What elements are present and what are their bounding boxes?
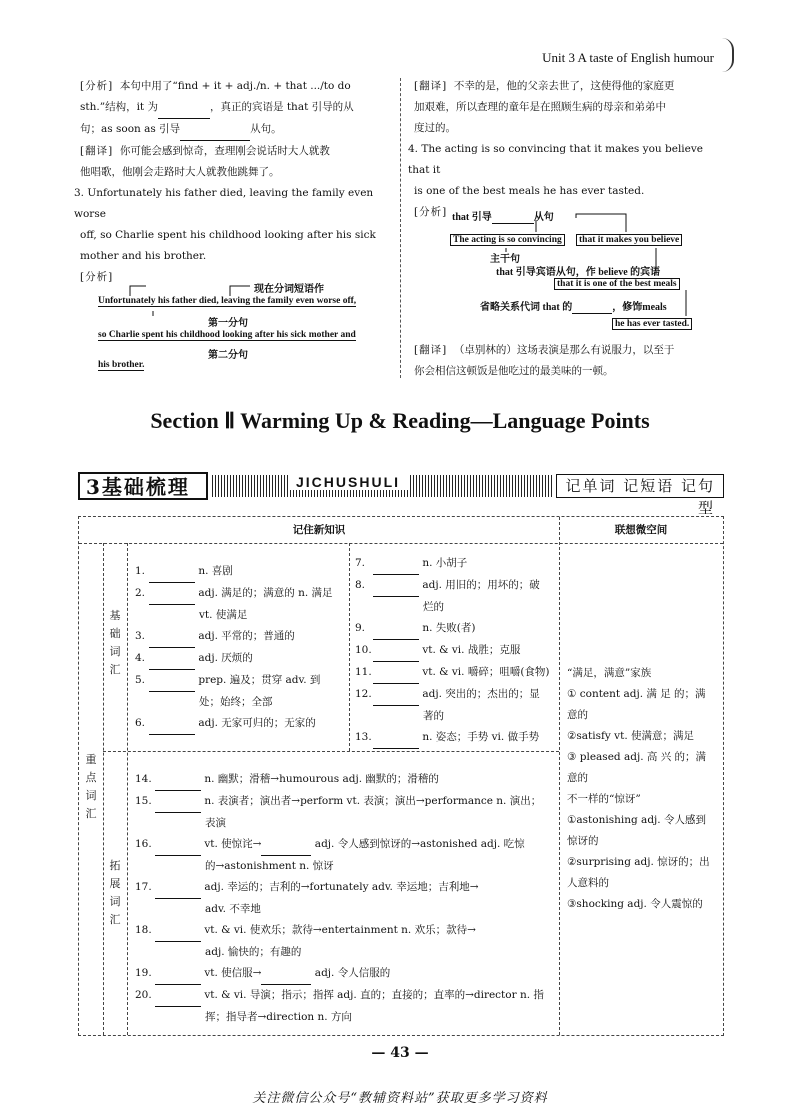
text-line: 不幸的是，他的父亲去世了，这使得他的家庭更 [453,80,675,92]
vocab-row [355,684,555,706]
item-number: 1. [135,565,146,577]
vocab-row [135,1007,555,1028]
vocab-row [135,605,349,626]
text-line: （卓别林的）这场表演是那么有说服力，以至于 [453,344,675,356]
question-3: 3. Unfortunately his father died, leaving the family even worse [74,187,374,220]
answer-blank[interactable] [155,877,201,899]
item-number: 3. [135,630,146,642]
item-text: n. 失败(者) [422,622,476,634]
association-line: 意的 [567,772,588,784]
association-line: 人意料的 [567,877,609,889]
item-text: n. 喜剧 [198,565,233,577]
text-line: 从句。 [250,123,282,135]
answer-blank[interactable] [373,618,419,640]
analysis-tag: [分析] [80,271,114,283]
header-right: 联想微空间 [614,524,668,536]
page-number: — 43 — [371,1045,429,1061]
diagram-label: 主干句 [490,254,520,265]
item-number: 9. [355,622,366,634]
item-number: 2. [135,587,146,599]
text-line: is one of the best meals he has ever tasted. [414,185,645,197]
association-notes [567,663,717,915]
item-text: adj. 幸运的；吉利的→fortunately adv. 幸运地；吉利地→ [204,881,479,893]
item-text: adj. 平常的；普通的 [198,630,295,642]
answer-blank[interactable] [572,302,612,314]
answer-blank[interactable] [373,662,419,684]
header-bracket [722,38,734,72]
table-divider [559,517,560,1035]
table-divider [103,751,559,752]
association-line: ③ pleased adj. 高 兴 的；满 [567,751,707,763]
diagram-sentence: so Charlie spent his childhood looking after his sick mother and [98,330,356,340]
left-diagram [98,278,388,374]
banner-motto: 记单词 记短语 记句型 [556,474,724,498]
text-line: ，真正的宾语是 that 引导的从 [210,101,354,113]
item-text: adj. 厌烦的 [198,652,253,664]
answer-blank[interactable] [149,648,195,670]
text-line: 度过的。 [414,122,456,134]
analysis-tag: [分析] [414,206,448,218]
item-number: 15. [135,795,152,807]
item-number: 5. [135,674,146,686]
answer-blank[interactable] [373,553,419,575]
item-text: vt. & vi. 嚼碎；咀嚼(食物) [422,666,550,678]
answer-blank[interactable] [155,920,201,942]
label-jichu: 基础词汇 [109,609,121,676]
item-text: adj. 无家可归的；无家的 [198,717,316,729]
association-line: “满足，满意”家族 [567,667,652,679]
vocab-row [355,597,555,618]
diagram-text: that 引导 [452,212,492,223]
diagram-box: he has ever tasted. [612,318,692,330]
association-line: 不一样的“惊讶” [567,793,641,805]
diagram-text: 从句 [533,212,554,223]
vocab-row [355,640,555,662]
vocab-row [135,834,555,856]
item-text: prep. 遍及；贯穿 adv. 到 [198,674,321,686]
item-number: 4. [135,652,146,664]
vocab-row [135,813,555,834]
answer-blank[interactable] [149,561,195,583]
association-line: ①astonishing adj. 令人感到 [567,814,706,826]
column-divider [400,78,401,378]
item-text: 著的 [423,710,444,722]
text-line: 他唱歌，他刚会走路时大人就教他跳舞了。 [80,166,280,178]
label-tuozhan: 拓展词汇 [109,859,121,926]
diagram-label: 第一分句 [208,318,248,329]
item-text: adj. 用旧的；用坏的；破 [422,579,540,591]
vocab-row [135,583,349,605]
answer-blank[interactable] [149,626,195,648]
text-line: mother and his brother. [80,250,207,262]
answer-blank[interactable] [149,583,195,605]
item-text: vt. & vi. 导演；指示；指挥 adj. 直的；直接的；直率的→director n. 指 [204,989,544,1001]
vocab-row [135,985,555,1007]
right-diagram [446,204,706,336]
item-text: adj. 愉快的；有趣的 [205,946,302,958]
text-line: 句；as soon as 引导 [80,123,181,135]
text-line: 本句中用了“find + it + adj./n. + that .../to do [119,80,351,92]
vocab-row [135,670,349,692]
item-text: 烂的 [423,601,444,613]
basic-vocab-left [135,561,349,735]
answer-blank[interactable] [492,212,534,224]
diagram-note [452,208,554,224]
item-text: n. 幽默；滑稽→humourous adj. 幽默的；滑稽的 [204,773,439,785]
vocab-row [135,626,349,648]
item-text: 的→astonishment n. 惊讶 [205,860,334,872]
item-text: vt. 使惊诧→ [204,838,262,850]
item-number: 16. [135,838,152,850]
vocab-row [135,791,555,813]
table-divider [79,543,723,544]
banner-number: 3基础梳理 [78,472,208,500]
vocab-row [355,727,555,749]
item-text: n. 姿态；手势 vi. 做手势 [422,731,540,743]
diagram-label: that 引导宾语从句，作 believe 的宾语 [496,267,661,278]
item-number: 20. [135,989,152,1001]
answer-blank[interactable] [261,963,311,985]
running-header: Unit 3 A taste of English humour [542,50,714,65]
item-text: adj. 突出的；杰出的；显 [422,688,540,700]
item-number: 7. [355,557,366,569]
item-number: 12. [355,688,372,700]
vocab-row [135,648,349,670]
label-zhongdian: 重点词汇 [85,753,97,820]
translation-tag: [翻译] [414,80,448,92]
vocab-row [355,553,555,575]
vocab-row [135,713,349,735]
vocab-row [135,769,555,791]
item-text: 表演 [205,817,226,829]
vocab-row [135,856,555,877]
item-text: n. 表演者；演出者→perform vt. 表演；演出→performance n. 演出； [204,795,542,807]
vocab-row [135,692,349,713]
vocab-table [78,516,724,1036]
answer-blank[interactable] [373,684,419,706]
question-4: 4. The acting is so convincing that it makes you believe that it [408,143,704,176]
item-text: vt. 使满足 [199,609,248,621]
answer-blank[interactable] [180,119,250,141]
diagram-note: 现在分词短语作 [254,284,324,295]
item-text: 挥；指导者→direction n. 方向 [205,1011,352,1023]
vocab-row [355,575,555,597]
item-text: adj. 令人感到惊讶的→astonished adj. 吃惊 [311,838,525,850]
section-banner [78,472,724,517]
section-title: Section Ⅱ Warming Up & Reading—Language Points [150,408,650,433]
translation-tag: [翻译] [80,145,114,157]
item-text: adj. 令人信服的 [311,967,391,979]
diagram-sentence: his brother. [98,360,145,370]
answer-blank[interactable] [373,575,419,597]
item-text: n. 小胡子 [422,557,468,569]
diagram-text: 省略关系代词 that 的 [480,302,573,313]
item-number: 8. [355,579,366,591]
diagram-text: ，修饰meals [612,302,667,313]
item-text: vt. 使信服→ [204,967,262,979]
vocab-row [135,899,555,920]
item-number: 19. [135,967,152,979]
vocab-row [135,942,555,963]
answer-blank[interactable] [149,670,195,692]
association-line: ②satisfy vt. 使满意；满足 [567,730,695,742]
vocab-row [135,963,555,985]
basic-vocab-right [355,553,555,749]
vocab-row [355,618,555,640]
item-number: 10. [355,644,372,656]
item-number: 11. [355,666,372,678]
vocab-row [355,662,555,684]
item-text: vt. & vi. 使欢乐；款待→entertainment n. 欢乐；款待→ [204,924,476,936]
right-column [408,76,726,223]
analysis-tag: [分析] [80,80,114,92]
answer-blank[interactable] [155,791,201,813]
footer-note: 关注微信公众号“教辅资料站”获取更多学习资料 [252,1091,548,1106]
association-line: 惊讶的 [567,835,599,847]
answer-blank[interactable] [373,640,419,662]
answer-blank[interactable] [155,834,201,856]
left-column [74,76,392,288]
association-line: ②surprising adj. 惊讶的；出 [567,856,710,868]
translation-tag: [翻译] [414,344,448,356]
answer-blank[interactable] [155,985,201,1007]
diagram-note [480,298,667,314]
answer-blank[interactable] [261,834,311,856]
item-number: 18. [135,924,152,936]
item-text: 处；始终；全部 [199,696,273,708]
table-divider [349,543,350,751]
answer-blank[interactable] [373,727,419,749]
diagram-label: 第二分句 [208,350,248,361]
diagram-box: that it makes you believe [576,234,682,246]
diagram-sentence: Unfortunately his father died, leaving the family even worse off, [98,296,357,306]
answer-blank[interactable] [149,713,195,735]
item-number: 6. [135,717,146,729]
answer-blank[interactable] [155,769,201,791]
diagram-box: The acting is so convincing [450,234,565,246]
text-line: sth.”结构，it 为 [80,101,158,113]
header-left: 记住新知识 [292,524,346,536]
text-line: 加艰难，所以查理的童年是在照顾生病的母亲和弟弟中 [414,101,666,113]
item-number: 14. [135,773,152,785]
vocab-row [135,561,349,583]
vocab-row [135,877,555,899]
banner-pinyin: JICHUSHULI [288,474,408,490]
association-line: ① content adj. 满 足 的；满 [567,688,706,700]
item-text: vt. & vi. 战胜；克服 [422,644,521,656]
text-line: 你可能会感到惊奇，查理刚会说话时大人就教 [119,145,330,157]
answer-blank[interactable] [155,963,201,985]
item-text: adv. 不幸地 [205,903,261,915]
text-line: off, so Charlie spent his childhood looking after his sick [80,229,376,241]
table-divider [103,543,104,1035]
association-line: ③shocking adj. 令人震惊的 [567,898,703,910]
item-text: adj. 满足的；满意的 n. 满足 [198,587,333,599]
table-divider [127,543,128,1035]
association-line: 意的 [567,709,588,721]
right-translation [414,340,726,382]
item-number: 13. [355,731,372,743]
extended-vocab [135,769,555,1028]
answer-blank[interactable] [158,97,210,119]
vocab-row [355,706,555,727]
item-number: 17. [135,881,152,893]
text-line: 你会相信这顿饭是他吃过的最美味的一顿。 [414,365,614,377]
vocab-row [135,920,555,942]
diagram-box: that it is one of the best meals [554,278,680,290]
